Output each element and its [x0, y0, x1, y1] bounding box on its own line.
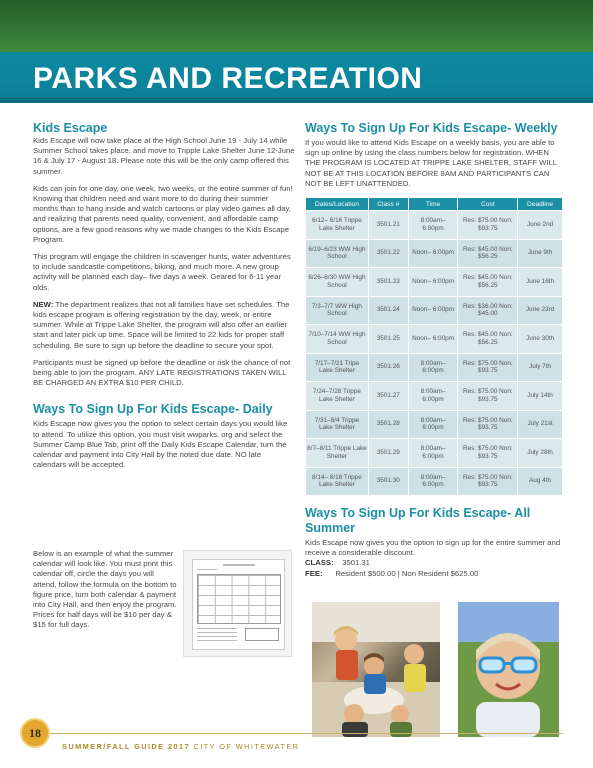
cell-class: 3501.27	[368, 382, 408, 411]
cell-time: Noon– 6:00pm	[408, 296, 458, 325]
cell-class: 3501.22	[368, 239, 408, 268]
table-row	[306, 353, 563, 382]
cell-cost: Res: $75.00 Non: $93.75	[458, 382, 518, 411]
child-with-sunglasses-photo	[458, 602, 559, 737]
cell-deadline: June 23rd	[518, 296, 563, 325]
cell-deadline: Aug 4th	[518, 467, 563, 496]
cell-time: 8:00am– 6:00pm	[408, 467, 458, 496]
cell-time: Noon– 6:00pm	[408, 325, 458, 354]
cell-deadline: June 16th	[518, 268, 563, 297]
table-header-row	[306, 198, 563, 211]
all-summer-paragraph: Kids Escape now gives you the option to sign up for the entire summer and receive a considerable discount.	[305, 538, 561, 558]
kids-escape-deadline-paragraph: Participants must be signed up before the deadline or risk the chance of not being able to join the program. ANY LATE REGISTRATIONS TAKEN WILL BE CHARGED AN EXTRA $10 PER CHILD.	[33, 357, 291, 388]
kids-escape-new-paragraph	[33, 300, 295, 351]
kids-escape-paragraph-3: This program will engage the children in scavenger hunts, water adventures to include sandcastle competitions, biking, and much more. A new group activity will be planned each day– five days a week. Geared for 6-11 year olds.	[33, 252, 291, 292]
cell-cost: Res: $75.00 Non: $93.75	[458, 467, 518, 496]
cell-class: 3501.30	[368, 467, 408, 496]
page-number-badge	[20, 718, 50, 748]
cell-deadline: July 14th	[518, 382, 563, 411]
calendar-page	[192, 559, 285, 650]
calendar-explanation	[33, 549, 179, 631]
cell-dates: 8/7–8/11 Trippe Lake Shelter	[306, 439, 369, 468]
calendar-grid	[197, 574, 281, 624]
cell-dates: 7/10–7/14 WW High School	[306, 325, 369, 354]
fee-value: Resident $500.00 | Non Resident $625.00	[335, 568, 479, 578]
cell-cost: Res: $75.00 Non: $93.75	[458, 353, 518, 382]
cell-class: 3501.23	[368, 268, 408, 297]
table-row	[306, 382, 563, 411]
cell-deadline: July 21st	[518, 410, 563, 439]
cell-deadline: June 30th	[518, 325, 563, 354]
cell-deadline: June 2nd	[518, 211, 563, 240]
page-title: PARKS AND RECREATION	[33, 62, 423, 95]
cell-cost: Res: $75.00 Non: $93.75	[458, 211, 518, 240]
table-row	[306, 239, 563, 268]
cell-class: 3501.29	[368, 439, 408, 468]
cell-cost: Res: $36.00 Non: $45.00	[458, 296, 518, 325]
table-row	[306, 296, 563, 325]
kids-escape-heading: Kids Escape	[33, 121, 108, 135]
cell-cost: Res: $45.00 Non: $56.25	[458, 239, 518, 268]
footer-city: CITY OF WHITEWATER	[193, 742, 300, 751]
weekly-signup-paragraph: If you would like to attend Kids Escape on a weekly basis, you are able to sign up online by using the class numbers below for registration. WHEN THE PROGRAM IS LOCATED AT TRIPPE LAKE SHELTER, STAFF WILL NOT BE AT THIS LOCATION BEFORE 8AM AND PARTICIPANTS CAN NOT BE LEFT UNATTENDED.	[305, 138, 557, 188]
cell-deadline: June 9th	[518, 239, 563, 268]
kids-playing-photo	[312, 602, 440, 737]
cell-dates: 7/31–8/4 Trippe Lake Shelter	[306, 410, 369, 439]
new-label: NEW:	[33, 299, 54, 309]
header-cost: Cost	[458, 198, 518, 211]
cell-cost: Res: $45.00 Non: $56.25	[458, 325, 518, 354]
table-row	[306, 410, 563, 439]
class-value: 3501.31	[342, 558, 370, 568]
daily-signup-heading: Ways To Sign Up For Kids Escape- Daily	[33, 402, 273, 417]
cell-class: 3501.28	[368, 410, 408, 439]
page-number: 18	[29, 725, 41, 740]
fee-label: FEE:	[305, 568, 323, 578]
table-row	[306, 268, 563, 297]
header-class: Class #	[368, 198, 408, 211]
cell-dates: 8/14– 8/18 Trippe Lake Shelter	[306, 467, 369, 496]
cell-dates: 7/3–7/7 WW High School	[306, 296, 369, 325]
cell-cost: Res: $75.00 Non: $93.75	[458, 410, 518, 439]
cell-cost: Res: $75.00 Non: $93.75	[458, 439, 518, 468]
cell-class: 3501.26	[368, 353, 408, 382]
right-column	[305, 121, 563, 579]
fee-line	[305, 569, 563, 579]
cell-class: 3501.24	[368, 296, 408, 325]
cell-time: Noon– 6:00pm	[408, 268, 458, 297]
footer-text	[62, 742, 299, 751]
all-summer-signup-heading: Ways To Sign Up For Kids Escape- All Summer	[305, 506, 531, 536]
cell-dates: 6/19–6/23 WW High School	[306, 239, 369, 268]
cell-dates: 6/26–6/30 WW High School	[306, 268, 369, 297]
cell-time: 8:00am– 6:00pm	[408, 211, 458, 240]
cell-time: 8:00am– 6:00pm	[408, 439, 458, 468]
header-time: Time	[408, 198, 458, 211]
class-label: CLASS:	[305, 558, 334, 568]
cell-class: 3501.25	[368, 325, 408, 354]
header-dates: Dates/Location	[306, 198, 369, 211]
class-line	[305, 558, 563, 568]
table-row	[306, 211, 563, 240]
cell-time: 8:00am– 6:00pm	[408, 353, 458, 382]
weekly-signup-heading: Ways To Sign Up For Kids Escape- Weekly	[305, 121, 558, 135]
left-column	[33, 121, 295, 470]
cell-time: 8:00am– 6:00pm	[408, 410, 458, 439]
table-row	[306, 325, 563, 354]
weekly-schedule-table	[305, 197, 563, 496]
cell-time: 8:00am– 6:00pm	[408, 382, 458, 411]
kids-escape-paragraph-2: Kids can join for one day, one week, two weeks, or the entire summer of fun! Knowing that children need and want more to do during their summer months than to hang inside and watch cartoons or play video games all day, and realizing that parents need quality, convenient, and affordable camp options, are a few good reasons why we made changes to the Kids Escape Program.	[33, 183, 293, 244]
cell-cost: Res: $45.00 Non: $56.25	[458, 268, 518, 297]
new-text: The department realizes that not all families have set schedules. The kids escape program is offering registration by the day, week, or entire summer. While at Trippe Lake Shelter, the program will also offer an earlier start and later pick up time. Space will be limited to 22 kids for proper staff scheduling. Be sure to sign up before the deadline to secure your spot.	[33, 299, 290, 350]
top-decorative-band	[0, 0, 593, 52]
cell-time: Noon– 6:00pm	[408, 239, 458, 268]
footer-rule	[50, 733, 563, 734]
daily-signup-paragraph: Kids Escape now gives you the option to select certain days you would like to attend. To utilize this option, you must visit wwparks. org and select the Summer Camp Blue Tab, print off the Daily Kids Escape Calendar, turn the calendar and payment into City Hall by the noted due date. NO late calendars will be accepted.	[33, 419, 288, 470]
footer-guide: SUMMER/FALL GUIDE 2017	[62, 742, 190, 751]
header-deadline: Deadline	[518, 198, 563, 211]
calendar-explanation-text: Below is an example of what the summer calendar will look like. You must print this calendar off, circle the days you will attend, follow the formula on the bottom to figure price, turn both calendar & payment into City Hall, and then enjoy the program. Prices for half days will be $10 per day & $15 for full days.	[33, 549, 177, 630]
cell-dates: 6/12– 6/16 Trippe Lake Shelter	[306, 211, 369, 240]
cell-deadline: July 28th	[518, 439, 563, 468]
cell-class: 3501.21	[368, 211, 408, 240]
table-row	[306, 467, 563, 496]
cell-deadline: July 7th	[518, 353, 563, 382]
sample-calendar-image	[183, 550, 292, 657]
cell-dates: 7/24–7/28 Trippe Lake Shelter	[306, 382, 369, 411]
cell-dates: 7/17–7/21 Tripe Lake Shelter	[306, 353, 369, 382]
table-row	[306, 439, 563, 468]
kids-escape-intro: Kids Escape will now take place at the High School June 19 - July 14 while Summer School takes place, and move to Tripple Lake Shelter June 12-June 16 & July 17 - August 18. Please note this will be the only camp offered this summer.	[33, 136, 295, 176]
